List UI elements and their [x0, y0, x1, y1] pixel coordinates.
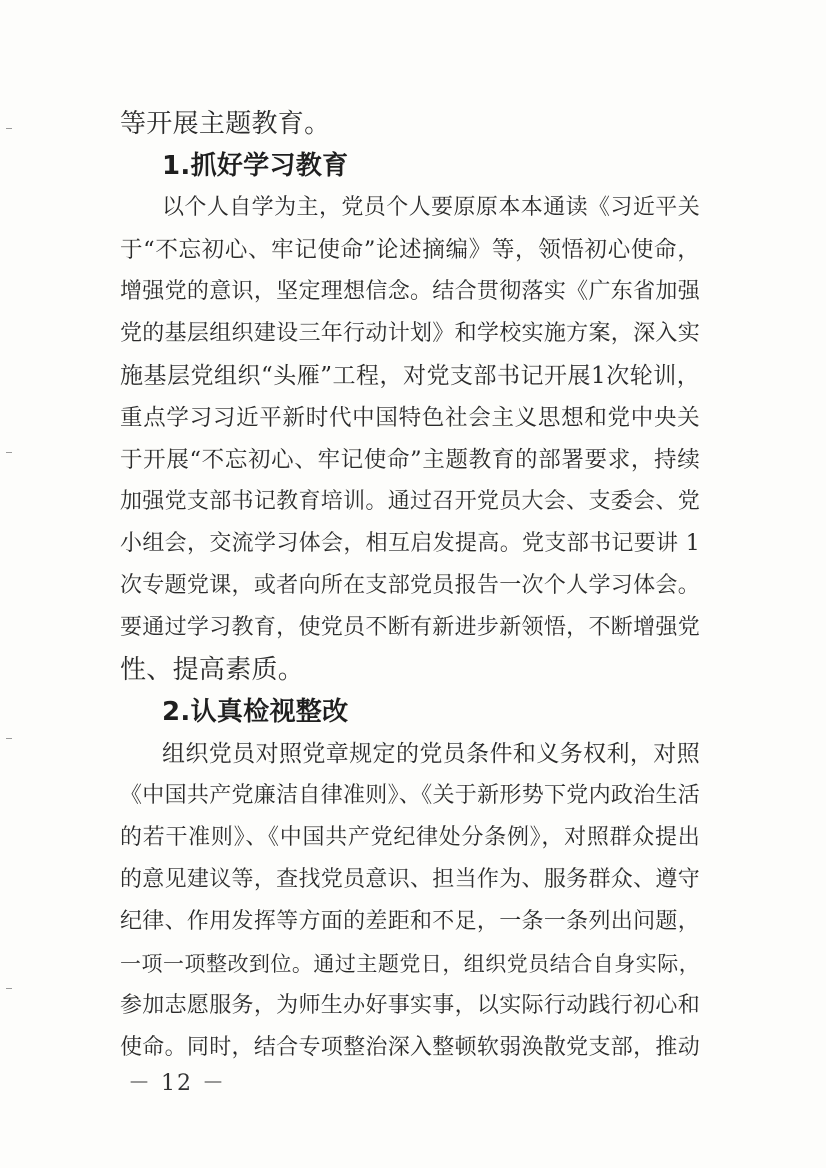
body-line: 重点学习习近平新时代中国特色社会主义思想和党中央关 [120, 405, 700, 431]
body-line: 于“不忘初心、牢记使命”论述摘编》等，领悟初心使命， [120, 237, 700, 263]
body-line: 的若干准则》、《中国共产党纪律处分条例》，对照群众提出 [120, 825, 700, 850]
body-line: 于开展“不忘初心、牢记使命”主题教育的部署要求，持续 [120, 447, 700, 473]
body-line: 次专题党课，或者向所在支部党员报告一次个人学习体会。 [120, 573, 700, 598]
body-line: 使命。同时，结合专项整治深入整顿软弱涣散党支部，推动 [120, 1035, 700, 1060]
body-line: 增强党的意识，坚定理想信念。结合贯彻落实《广东省加强 [120, 279, 700, 304]
body-line: 小组会，交流学习体会，相互启发提高。党支部书记要讲 1 [120, 531, 700, 556]
body-line: 等开展主题教育。 [120, 109, 331, 139]
body-line: 组织党员对照党章规定的党员条件和义务权利，对照 [162, 741, 700, 767]
margin-mark [6, 452, 12, 453]
margin-mark [6, 988, 12, 989]
body-line: 一项一项整改到位。通过主题党日，组织党员结合自身实际， [120, 952, 700, 976]
body-line: 以个人自学为主，党员个人要原原本本通读《习近平关 [162, 195, 700, 220]
body-line: 党的基层组织建设三年行动计划》和学校实施方案，深入实 [120, 321, 700, 346]
section-heading: 2.认真检视整改 [162, 697, 349, 727]
page-number: － 12 － [128, 1071, 226, 1096]
body-line: 参加志愿服务，为师生办好事实事，以实际行动践行初心和 [120, 993, 700, 1018]
body-line: 《中国共产党廉洁自律准则》、《关于新形势下党内政治生活 [120, 783, 701, 808]
body-line: 加强党支部书记教育培训。通过召开党员大会、支委会、党 [120, 489, 700, 514]
section-heading: 1.抓好学习教育 [162, 151, 349, 181]
body-line: 性、提高素质。 [120, 655, 305, 685]
body-line: 的意见建议等，查找党员意识、担当作为、服务群众、遵守 [120, 867, 700, 892]
body-line: 纪律、作用发挥等方面的差距和不足，一条一条列出问题， [120, 909, 700, 934]
margin-mark [6, 738, 12, 739]
body-line: 施基层党组织“头雁”工程，对党支部书记开展1次轮训， [120, 363, 700, 389]
body-line: 要通过学习教育，使党员不断有新进步新领悟，不断增强党 [120, 615, 700, 640]
margin-mark [6, 128, 12, 129]
